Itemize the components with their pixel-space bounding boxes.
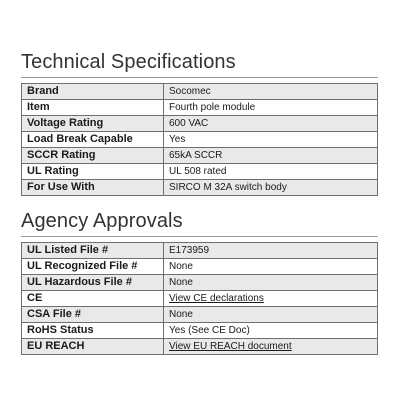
technical-specifications-heading: Technical Specifications bbox=[21, 51, 236, 73]
approval-value-ul-listed-file: E173959 bbox=[164, 243, 378, 259]
table-row bbox=[22, 148, 378, 164]
table-row bbox=[22, 243, 378, 259]
approval-label-ce: CE bbox=[22, 291, 164, 307]
table-row bbox=[22, 164, 378, 180]
table-row bbox=[22, 307, 378, 323]
view-eu-reach-document-link[interactable]: View EU REACH document bbox=[169, 341, 292, 352]
spec-label-for-use-with: For Use With bbox=[22, 180, 164, 196]
spec-value-sccr-rating: 65kA SCCR bbox=[164, 148, 378, 164]
spec-value-voltage-rating: 600 VAC bbox=[164, 116, 378, 132]
approval-value-ce bbox=[164, 291, 378, 307]
table-row bbox=[22, 132, 378, 148]
approval-label-rohs-status: RoHS Status bbox=[22, 323, 164, 339]
table-row bbox=[22, 84, 378, 100]
spec-value-load-break-capable: Yes bbox=[164, 132, 378, 148]
approval-label-ul-recognized-file: UL Recognized File # bbox=[22, 259, 164, 275]
approval-label-ul-listed-file: UL Listed File # bbox=[22, 243, 164, 259]
spec-value-ul-rating: UL 508 rated bbox=[164, 164, 378, 180]
approval-value-ul-recognized-file: None bbox=[164, 259, 378, 275]
table-row bbox=[22, 116, 378, 132]
agency-approvals-section bbox=[21, 208, 378, 355]
table-row bbox=[22, 339, 378, 355]
table-row bbox=[22, 323, 378, 339]
approval-value-csa-file: None bbox=[164, 307, 378, 323]
spec-label-voltage-rating: Voltage Rating bbox=[22, 116, 164, 132]
spec-value-for-use-with: SIRCO M 32A switch body bbox=[164, 180, 378, 196]
approval-value-rohs-status: Yes (See CE Doc) bbox=[164, 323, 378, 339]
spec-label-load-break-capable: Load Break Capable bbox=[22, 132, 164, 148]
table-row bbox=[22, 180, 378, 196]
heading-divider bbox=[21, 77, 378, 78]
spec-label-sccr-rating: SCCR Rating bbox=[22, 148, 164, 164]
spec-value-brand: Socomec bbox=[164, 84, 378, 100]
spec-label-brand: Brand bbox=[22, 84, 164, 100]
approval-label-csa-file: CSA File # bbox=[22, 307, 164, 323]
approval-label-eu-reach: EU REACH bbox=[22, 339, 164, 355]
agency-approvals-heading: Agency Approvals bbox=[21, 210, 183, 232]
spec-value-item: Fourth pole module bbox=[164, 100, 378, 116]
view-ce-declarations-link[interactable]: View CE declarations bbox=[169, 293, 264, 304]
spec-label-item: Item bbox=[22, 100, 164, 116]
technical-specifications-section bbox=[21, 49, 378, 196]
table-row bbox=[22, 259, 378, 275]
approval-label-ul-hazardous-file: UL Hazardous File # bbox=[22, 275, 164, 291]
table-row bbox=[22, 291, 378, 307]
heading-divider bbox=[21, 236, 378, 237]
technical-specifications-table bbox=[21, 83, 378, 196]
approval-value-ul-hazardous-file: None bbox=[164, 275, 378, 291]
agency-approvals-table bbox=[21, 242, 378, 355]
table-row bbox=[22, 275, 378, 291]
approval-value-eu-reach bbox=[164, 339, 378, 355]
spec-label-ul-rating: UL Rating bbox=[22, 164, 164, 180]
table-row bbox=[22, 100, 378, 116]
